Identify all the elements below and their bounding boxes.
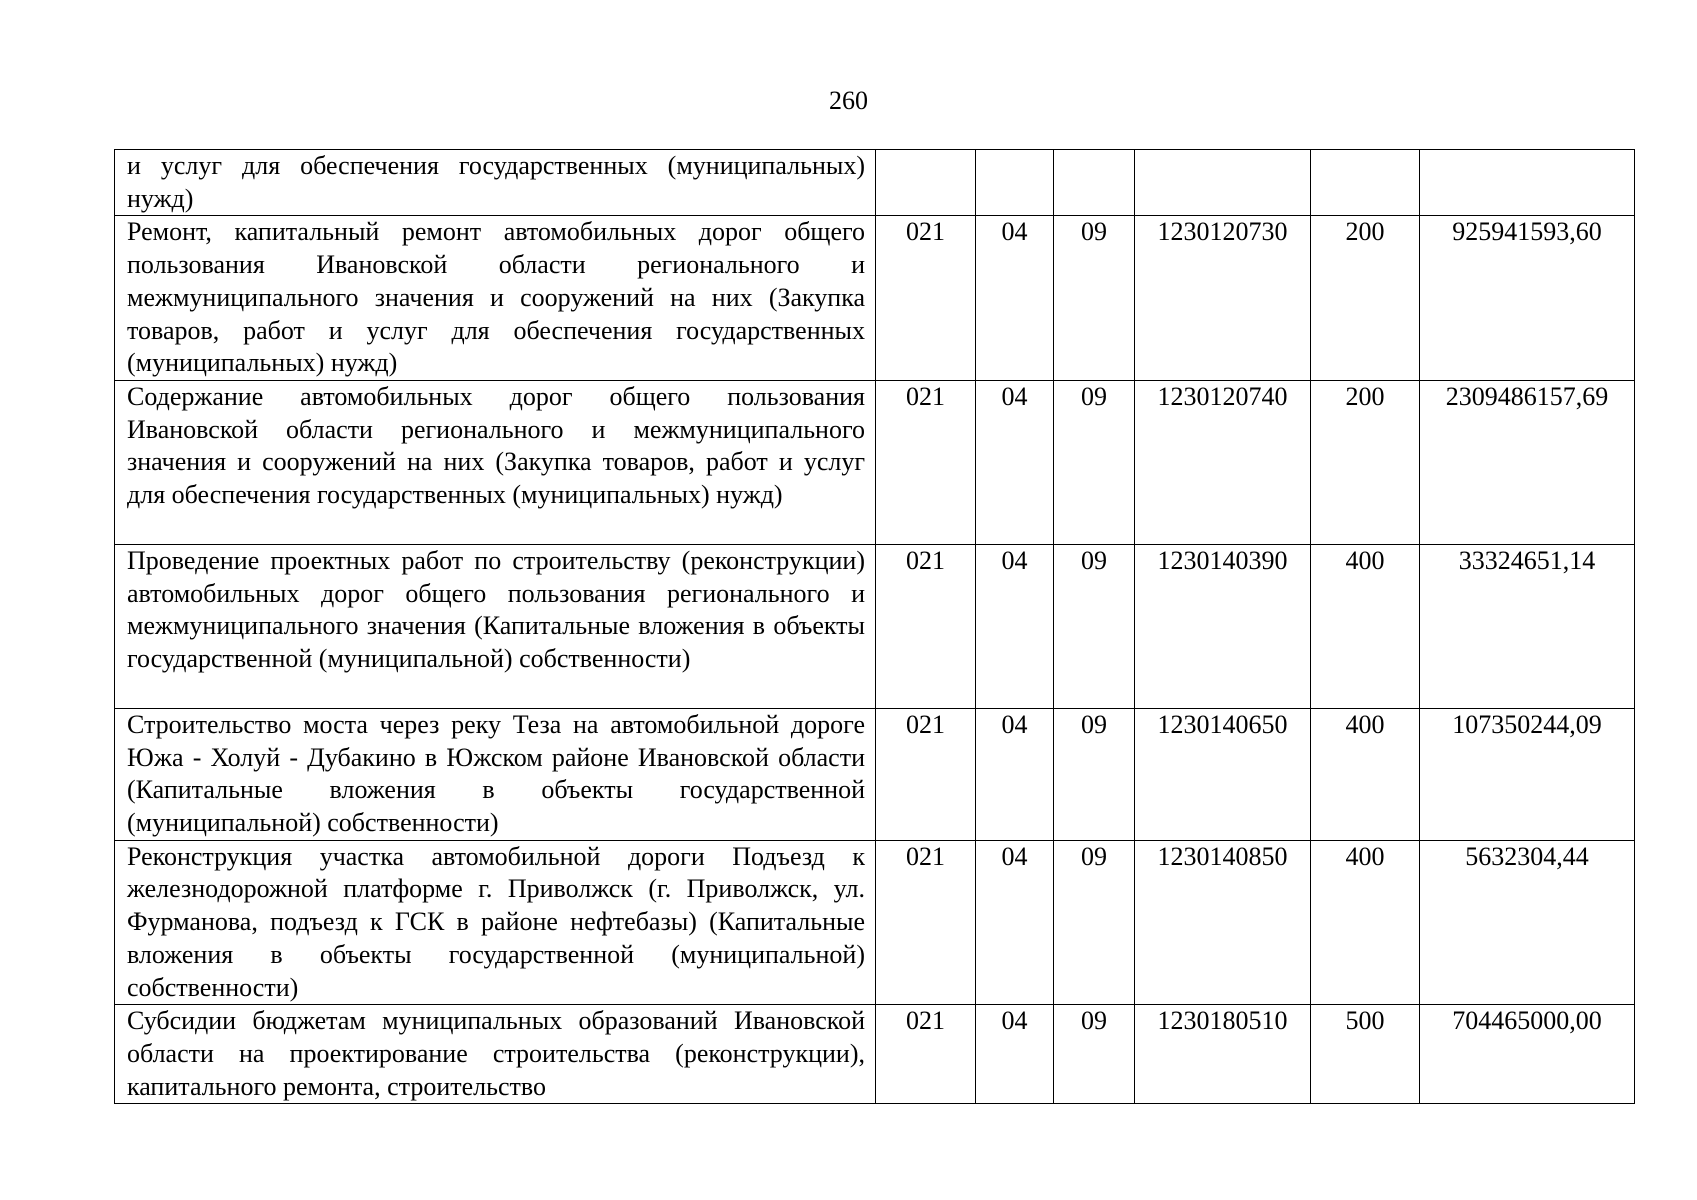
row-description: Субсидии бюджетам муниципальных образований Ивановской области на проектирование строительства (реконструкции), капитального ремонта, строительство bbox=[115, 1005, 876, 1104]
ministry-code: 021 bbox=[876, 380, 976, 544]
expense-type-code: 400 bbox=[1311, 708, 1420, 840]
subsection-code: 09 bbox=[1054, 216, 1135, 381]
target-article-code: 1230140650 bbox=[1135, 708, 1311, 840]
row-description: Содержание автомобильных дорог общего пользования Ивановской области регионального и межмуниципального значения и сооружений на них (Закупка товаров, работ и услуг для обеспечения государственных (муниципальных) нужд) bbox=[115, 380, 876, 544]
expense-type-code: 200 bbox=[1311, 216, 1420, 381]
target-article-code: 1230140390 bbox=[1135, 544, 1311, 708]
section-code bbox=[976, 150, 1054, 216]
amount-value: 704465000,00 bbox=[1420, 1005, 1635, 1104]
ministry-code bbox=[876, 150, 976, 216]
budget-table bbox=[114, 149, 1635, 1104]
expense-type-code: 400 bbox=[1311, 544, 1420, 708]
expense-type-code: 400 bbox=[1311, 840, 1420, 1005]
table-row bbox=[115, 216, 1635, 381]
table-row bbox=[115, 150, 1635, 216]
row-description: и услуг для обеспечения государственных (муниципальных) нужд) bbox=[115, 150, 876, 216]
target-article-code: 1230180510 bbox=[1135, 1005, 1311, 1104]
subsection-code: 09 bbox=[1054, 840, 1135, 1005]
section-code: 04 bbox=[976, 380, 1054, 544]
section-code: 04 bbox=[976, 708, 1054, 840]
ministry-code: 021 bbox=[876, 840, 976, 1005]
section-code: 04 bbox=[976, 1005, 1054, 1104]
row-description: Строительство моста через реку Теза на автомобильной дороге Южа - Холуй - Дубакино в Южском районе Ивановской области (Капитальные вложения в объекты государственной (муниципальной) собственности) bbox=[115, 708, 876, 840]
amount-value bbox=[1420, 150, 1635, 216]
subsection-code bbox=[1054, 150, 1135, 216]
amount-value: 107350244,09 bbox=[1420, 708, 1635, 840]
target-article-code: 1230120730 bbox=[1135, 216, 1311, 381]
section-code: 04 bbox=[976, 544, 1054, 708]
expense-type-code bbox=[1311, 150, 1420, 216]
section-code: 04 bbox=[976, 840, 1054, 1005]
row-description: Проведение проектных работ по строительству (реконструкции) автомобильных дорог общего пользования регионального и межмуниципального значения (Капитальные вложения в объекты государственной (муниципальной) собственности) bbox=[115, 544, 876, 708]
expense-type-code: 200 bbox=[1311, 380, 1420, 544]
subsection-code: 09 bbox=[1054, 544, 1135, 708]
table-row bbox=[115, 1005, 1635, 1104]
amount-value: 33324651,14 bbox=[1420, 544, 1635, 708]
table-row bbox=[115, 544, 1635, 708]
table-row bbox=[115, 380, 1635, 544]
ministry-code: 021 bbox=[876, 544, 976, 708]
expense-type-code: 500 bbox=[1311, 1005, 1420, 1104]
amount-value: 5632304,44 bbox=[1420, 840, 1635, 1005]
subsection-code: 09 bbox=[1054, 380, 1135, 544]
section-code: 04 bbox=[976, 216, 1054, 381]
ministry-code: 021 bbox=[876, 216, 976, 381]
target-article-code bbox=[1135, 150, 1311, 216]
target-article-code: 1230140850 bbox=[1135, 840, 1311, 1005]
ministry-code: 021 bbox=[876, 1005, 976, 1104]
ministry-code: 021 bbox=[876, 708, 976, 840]
row-description: Ремонт, капитальный ремонт автомобильных дорог общего пользования Ивановской области регионального и межмуниципального значения и сооружений на них (Закупка товаров, работ и услуг для обеспечения государственных (муниципальных) нужд) bbox=[115, 216, 876, 381]
table-row bbox=[115, 708, 1635, 840]
row-description: Реконструкция участка автомобильной дороги Подъезд к железнодорожной платформе г. Приволжск (г. Приволжск, ул. Фурманова, подъезд к ГСК в районе нефтебазы) (Капитальные вложения в объекты государственной (муниципальной) собственности) bbox=[115, 840, 876, 1005]
subsection-code: 09 bbox=[1054, 1005, 1135, 1104]
page-number: 260 bbox=[829, 86, 868, 115]
subsection-code: 09 bbox=[1054, 708, 1135, 840]
table-row bbox=[115, 840, 1635, 1005]
target-article-code: 1230120740 bbox=[1135, 380, 1311, 544]
amount-value: 925941593,60 bbox=[1420, 216, 1635, 381]
amount-value: 2309486157,69 bbox=[1420, 380, 1635, 544]
